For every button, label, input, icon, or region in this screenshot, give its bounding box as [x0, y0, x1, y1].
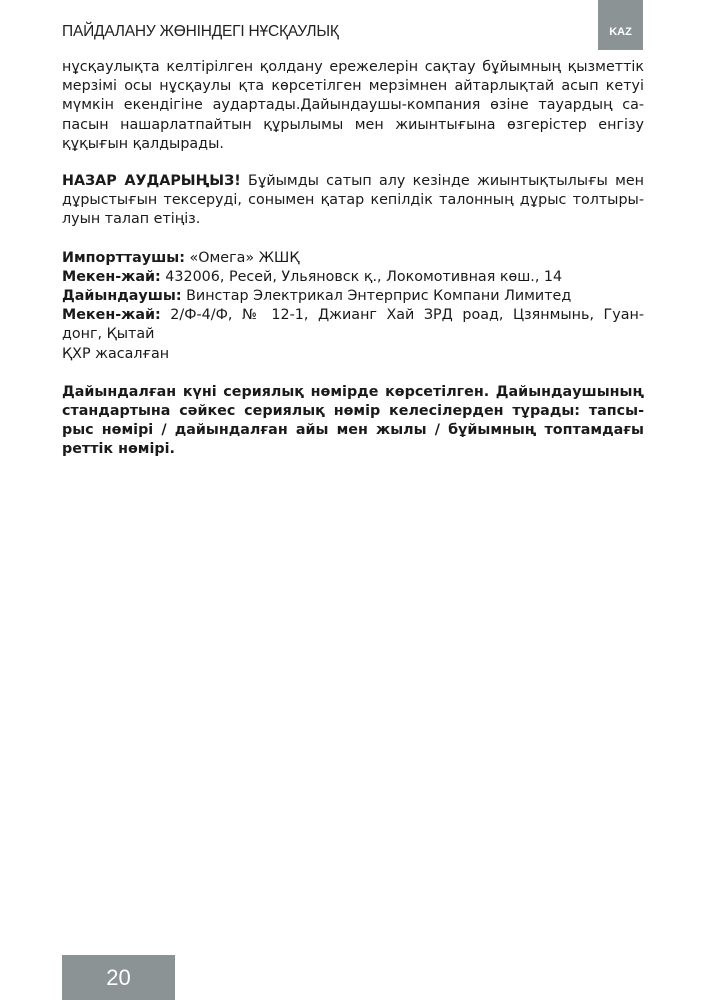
importer-label: Импорттаушы: — [62, 249, 185, 266]
paragraph-usage-rules — [62, 58, 644, 154]
address-line — [62, 306, 644, 325]
address-continuation: донг, Қытай — [62, 326, 155, 343]
text-line: пасын нашарлатпайтын құрылымы мен жиынтығына өзгерістер енгізу — [62, 116, 644, 133]
text-line: дұрыстығын тексеруді, сонымен қатар кепілдік талонның дұрыс толтыры- — [62, 192, 644, 209]
address-value: 2/Ф-4/Ф, № 12-1, Джианг Хай ЗРД роад, Цзянмынь, Гуан- — [160, 307, 644, 324]
country-of-origin: ҚХР жасалған — [62, 345, 170, 362]
warning-label: НАЗАР АУДАРЫҢЫЗ! — [62, 173, 241, 190]
importer-line — [62, 249, 644, 268]
manufacturer-value: Винстар Электрикал Энтерприс Компани Лимитед — [181, 288, 572, 305]
address-label: Мекен-жай: — [62, 268, 161, 285]
text-line: рыс нөмірі / дайындалған айы мен жылы / бұйымның топтамдағы — [62, 422, 644, 439]
address-label: Мекен-жай: — [62, 307, 161, 324]
manufacturer-label: Дайындаушы: — [62, 288, 182, 305]
manufacturer-line — [62, 287, 644, 306]
text-line: құқығын қалдырады. — [62, 135, 224, 152]
page-content — [62, 58, 644, 460]
text-line: мүмкін екендігіне аудартады.Дайындаушы-компания өзіне тауардың са- — [62, 97, 644, 114]
text-line: стандартына сәйкес сериялық нөмір келесілерден тұрады: тапсы- — [62, 403, 644, 420]
page-header-title: ПАЙДАЛАНУ ЖӨНІНДЕГІ НҰСҚАУЛЫҚ — [62, 23, 339, 40]
paragraph-warning — [62, 172, 644, 230]
text-line: реттік нөмірі. — [62, 441, 175, 458]
importer-value: «Омега» ЖШҚ — [184, 249, 300, 266]
text-line — [62, 172, 644, 191]
page-number-box — [62, 955, 175, 1000]
text-line: луын талап етіңіз. — [62, 211, 201, 228]
page-number: 20 — [106, 964, 131, 990]
address-line — [62, 268, 644, 287]
text-line: нұсқаулықта келтірілген қолдану ережелерін сақтау бұйымның қызметтік — [62, 59, 644, 75]
language-badge: KAZ — [598, 0, 643, 50]
text-line: мерзімі осы нұсқаулы қта көрсетілген мерзімнен айтарлықтай асып кетуі — [62, 78, 644, 95]
paragraph-serial-number-note — [62, 383, 644, 460]
text-line: Дайындалған күні сериялық нөмірде көрсетілген. Дайындаушының — [62, 383, 644, 400]
paragraph-importer-info — [62, 249, 644, 364]
address-value: 432006, Ресей, Ульяновск қ., Локомотивная көш., 14 — [160, 268, 563, 285]
warning-text: Бұйымды сатып алу кезінде жиынтықтылығы мен — [240, 173, 644, 190]
